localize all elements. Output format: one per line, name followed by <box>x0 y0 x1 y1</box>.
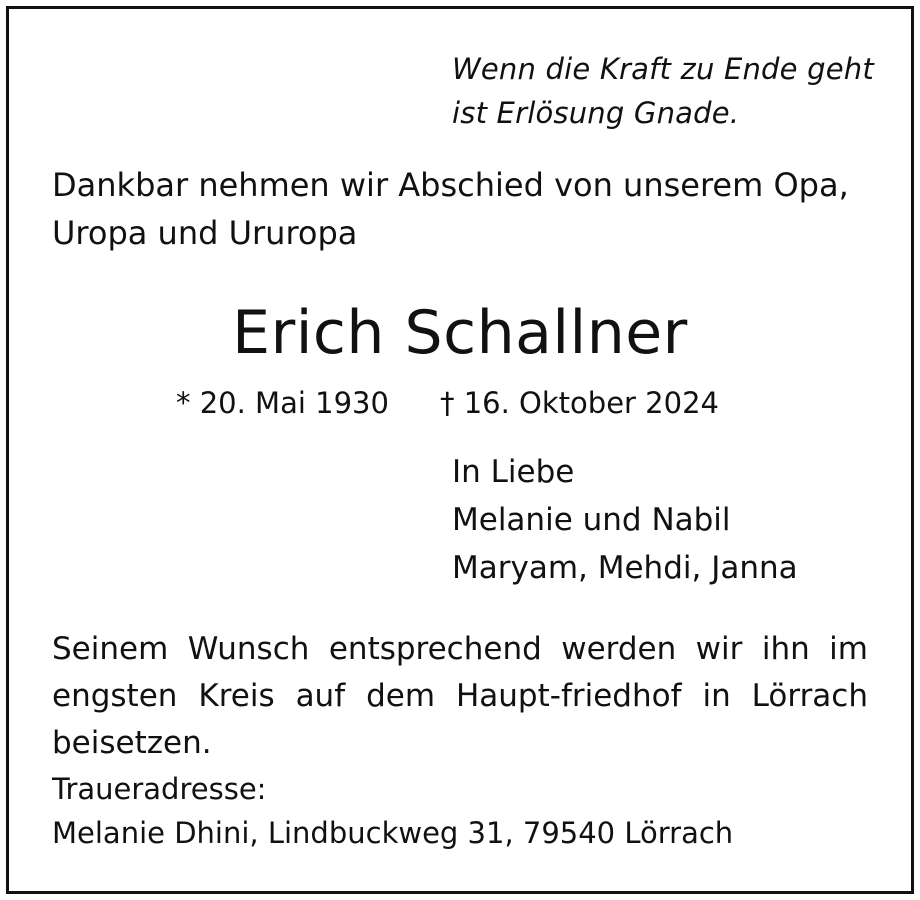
wish-line-1: Seinem Wunsch entsprechend werden wir ihn im <box>52 631 868 667</box>
address-value: Melanie Dhini, Lindbuckweg 31, 79540 Lörrach <box>52 816 734 850</box>
family-line-2: Melanie und Nabil <box>452 502 731 538</box>
intro-line-1: Dankbar nehmen wir Abschied von unserem Opa, <box>52 166 849 204</box>
wish-line-2: engsten Kreis auf dem Haupt-friedhof in Lörrach <box>52 678 868 714</box>
burial-wish-paragraph <box>52 626 868 767</box>
birth-date: * 20. Mai 1930 <box>176 386 389 420</box>
address-label: Traueradresse: <box>52 772 267 806</box>
family-line-1: In Liebe <box>452 454 575 490</box>
motto-line-1: Wenn die Kraft zu Ende geht <box>452 52 874 86</box>
death-date: † 16. Oktober 2024 <box>440 386 719 420</box>
intro-line-2: Uropa und Ururopa <box>52 214 358 252</box>
deceased-name: Erich Schallner <box>232 298 688 368</box>
motto-line-2: ist Erlösung Gnade. <box>452 96 740 130</box>
wish-line-3: beisetzen. <box>52 725 212 761</box>
family-line-3: Maryam, Mehdi, Janna <box>452 550 798 586</box>
